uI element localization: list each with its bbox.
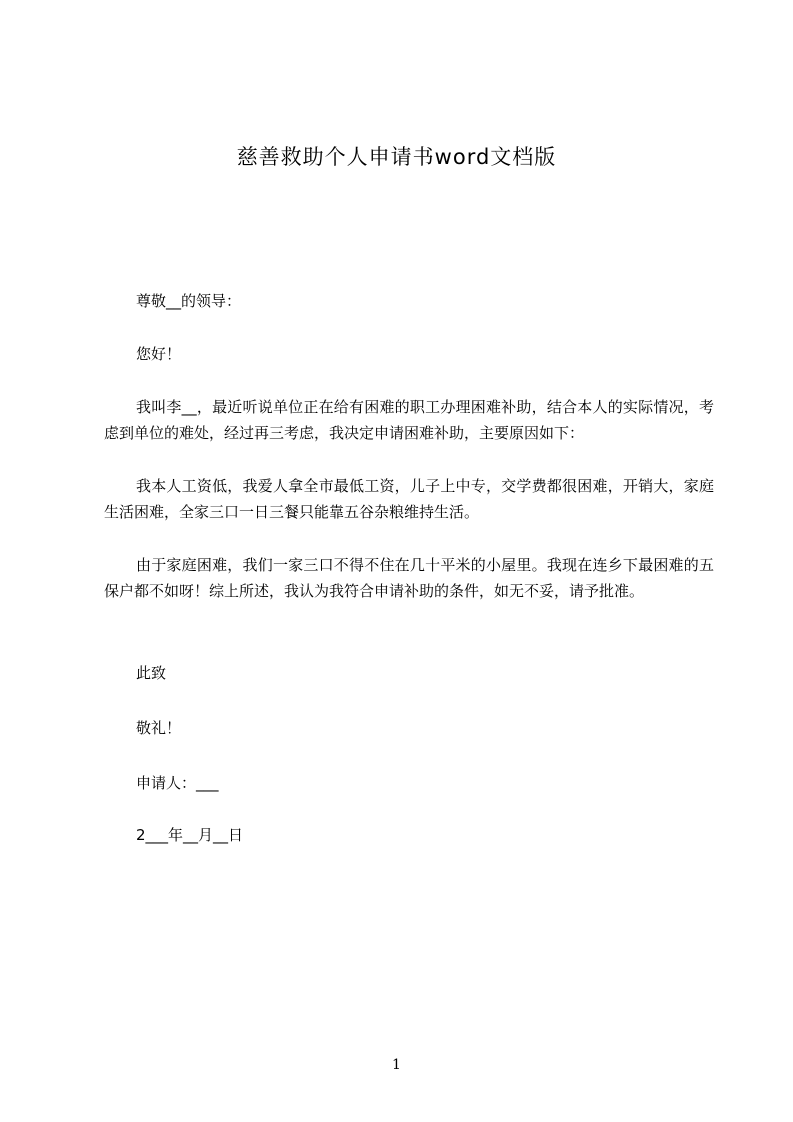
greeting: 您好！: [136, 345, 182, 363]
paragraph-3: 由于家庭困难，我们一家三口不得不住在几十平米的小屋里。我现在连乡下最困难的五保户都不如呀！综上所述，我认为我符合申请补助的条件，如无不妥，请予批准。: [104, 556, 714, 600]
paragraph-2: 我本人工资低，我爱人拿全市最低工资，儿子上中专，交学费都很困难，开销大，家庭生活困难，全家三口一日三餐只能靠五谷杂粮维持生活。: [104, 477, 714, 521]
closing-line-1: 此致: [136, 664, 167, 682]
page-number: 1: [392, 1057, 401, 1073]
paragraph-1: 我叫李__，最近听说单位正在给有困难的职工办理困难补助，结合本人的实际情况，考虑到单位的难处，经过再三考虑，我决定申请困难补助，主要原因如下：: [104, 398, 714, 442]
document-title: 慈善救助个人申请书word文档版: [236, 145, 557, 169]
applicant-line: 申请人：___: [136, 774, 219, 792]
salutation: 尊敬__的领导：: [136, 292, 242, 310]
closing-line-2: 敬礼！: [136, 719, 182, 737]
date-line: 2___年__月__日: [136, 826, 244, 844]
